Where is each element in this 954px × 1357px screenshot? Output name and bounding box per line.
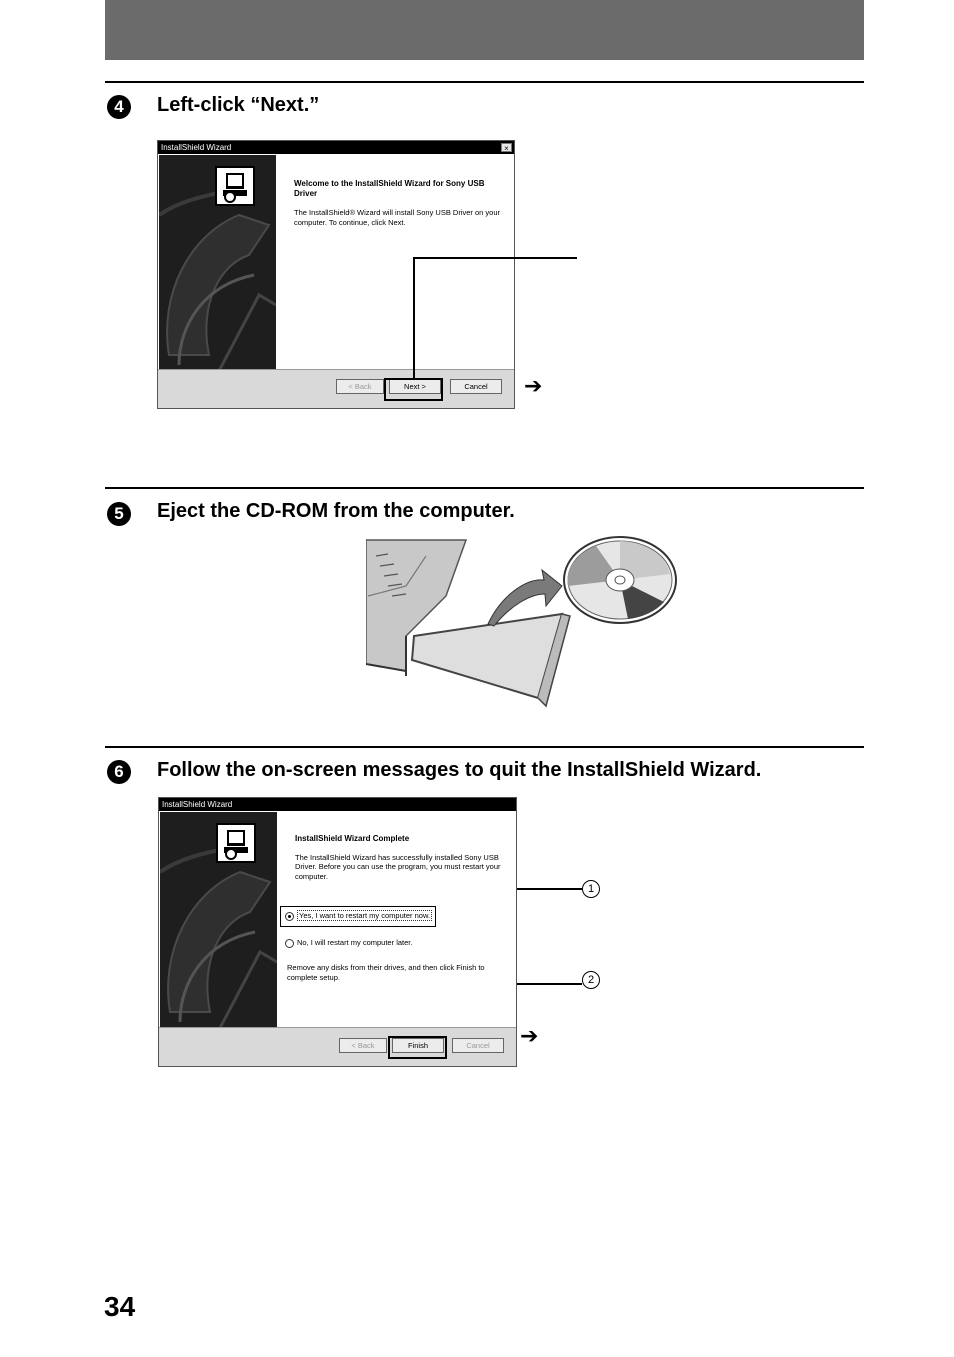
- wizard-side-art: [160, 812, 277, 1028]
- close-icon[interactable]: ×: [501, 143, 512, 152]
- next-leader-line: [414, 258, 577, 378]
- step-instruction: Left-click “Next.”: [157, 94, 320, 116]
- restart-now-highlight: [280, 906, 436, 927]
- wizard-heading: Welcome to the InstallShield Wizard for Sony USB Driver: [294, 179, 485, 198]
- restart-later-label: No, I will restart my computer later.: [297, 938, 413, 947]
- finish-arrow-icon: ➔: [520, 1023, 539, 1048]
- step-number: 4: [107, 95, 131, 119]
- section-rule: [105, 487, 864, 489]
- wizard-body-text: The InstallShield Wizard has successfully installed Sony USB Driver. Before you can use the program, you must restart your computer.: [295, 852, 501, 881]
- next-button[interactable]: Next >: [389, 379, 441, 394]
- next-arrow-icon: ➔: [524, 373, 543, 398]
- callout-2: 2: [582, 971, 600, 989]
- wizard-title: InstallShield Wizard: [158, 141, 514, 154]
- finish-button[interactable]: Finish: [392, 1038, 444, 1053]
- wizard-body-text: The InstallShield® Wizard will install Sony USB Driver on your computer. To continue, click Next.: [294, 208, 501, 227]
- cd-eject-illustration: [366, 536, 680, 712]
- callout-1: 1: [582, 880, 600, 898]
- finish-button-highlight: [388, 1036, 447, 1059]
- step-number: 6: [107, 760, 131, 784]
- back-button[interactable]: < Back: [336, 379, 384, 394]
- radio-unselected-icon[interactable]: [285, 939, 294, 948]
- page-number: 34: [104, 1291, 136, 1322]
- step-instruction: Eject the CD-ROM from the computer.: [157, 500, 515, 522]
- restart-now-label: Yes, I want to restart my computer now.: [299, 911, 431, 920]
- section-rule: [105, 746, 864, 748]
- wizard-button-bar: [159, 1027, 516, 1066]
- remove-disks-text: Remove any disks from their drives, and then click Finish to complete setup.: [287, 963, 485, 982]
- cancel-button[interactable]: Cancel: [452, 1038, 504, 1053]
- wizard-content: [295, 834, 508, 881]
- step-number: 5: [107, 502, 131, 526]
- installshield-wizard-complete: [158, 797, 517, 1067]
- back-button[interactable]: < Back: [339, 1038, 387, 1053]
- installer-computer-icon: [216, 823, 256, 863]
- step-instruction: Follow the on-screen messages to quit the InstallShield Wizard.: [157, 759, 762, 781]
- cancel-button[interactable]: Cancel: [450, 379, 502, 394]
- wizard-title: InstallShield Wizard: [159, 798, 516, 811]
- wizard-heading: InstallShield Wizard Complete: [295, 834, 410, 843]
- restart-later-option[interactable]: [285, 937, 412, 948]
